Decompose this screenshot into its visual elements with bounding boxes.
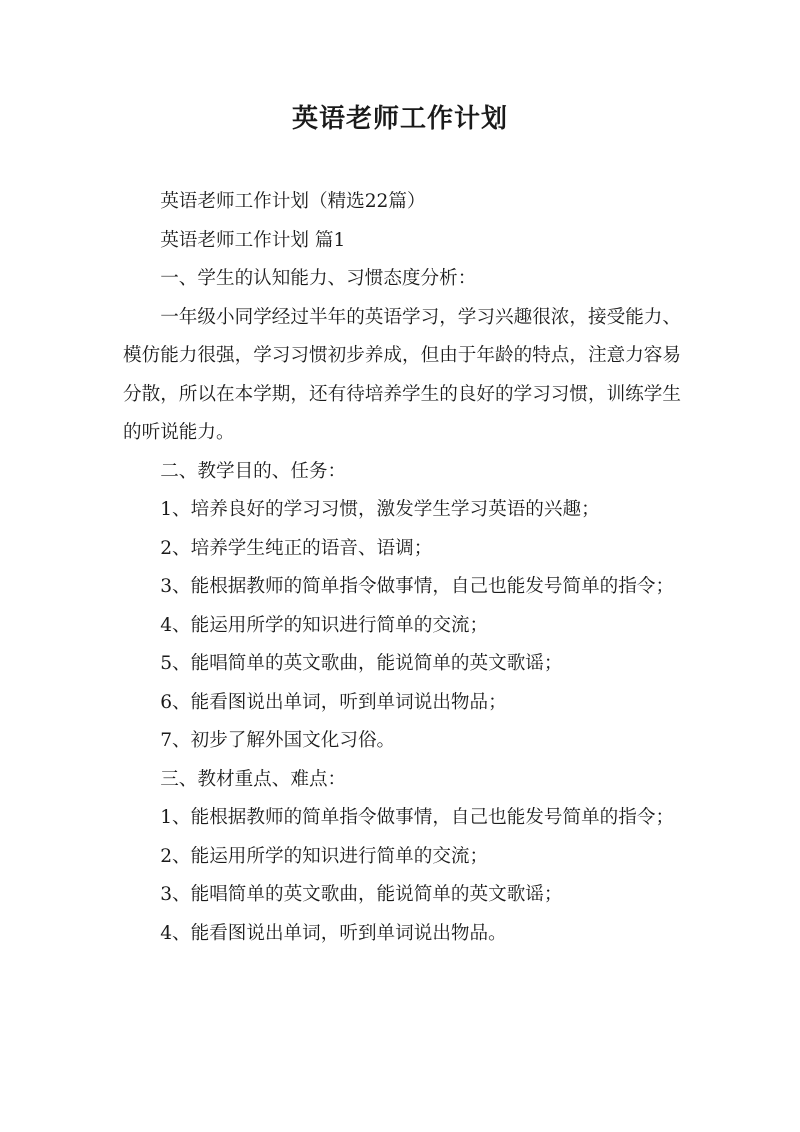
list-item-goal-7: 7、初步了解外国文化习俗。 (160, 730, 396, 751)
heading-goals: 二、教学目的、任务： (160, 460, 347, 482)
paragraph-subtitle: 英语老师工作计划（精选22篇） (160, 191, 426, 212)
document-body (123, 183, 681, 953)
list-item-goal-2: 2、培养学生纯正的语音、语调； (160, 537, 433, 559)
list-item-goal-5: 5、能唱简单的英文歌曲，能说简单的英文歌谣； (160, 653, 563, 674)
paragraph-section-label: 英语老师工作计划 篇1 (160, 229, 346, 251)
heading-analysis: 一、学生的认知能力、习惯态度分析： (160, 268, 477, 289)
heading-key-points: 三、教材重点、难点： (160, 768, 347, 790)
list-item-goal-1: 1、培养良好的学习习惯，激发学生学习英语的兴趣； (160, 499, 600, 520)
list-item-key-1: 1、能根据教师的简单指令做事情，自己也能发号简单的指令； (160, 807, 675, 828)
document-title: 英语老师工作计划 (291, 104, 508, 134)
list-item-goal-4: 4、能运用所学的知识进行简单的交流； (160, 614, 489, 636)
paragraph-analysis: 一年级小同学经过半年的英语学习，学习兴趣很浓，接受能力、模仿能力很强，学习习惯初步养成，但由于年龄的特点，注意力容易分散，所以在本学期，还有待培养学生的良好的学习习惯，训练学生的听说能力。 (123, 306, 681, 443)
list-item-key-4: 4、能看图说出单词，听到单词说出物品。 (160, 922, 507, 944)
list-item-key-2: 2、能运用所学的知识进行简单的交流； (160, 845, 489, 867)
list-item-goal-6: 6、能看图说出单词，听到单词说出物品； (160, 691, 507, 713)
list-item-key-3: 3、能唱简单的英文歌曲，能说简单的英文歌谣； (160, 884, 563, 905)
list-item-goal-3: 3、能根据教师的简单指令做事情，自己也能发号简单的指令； (160, 576, 675, 597)
